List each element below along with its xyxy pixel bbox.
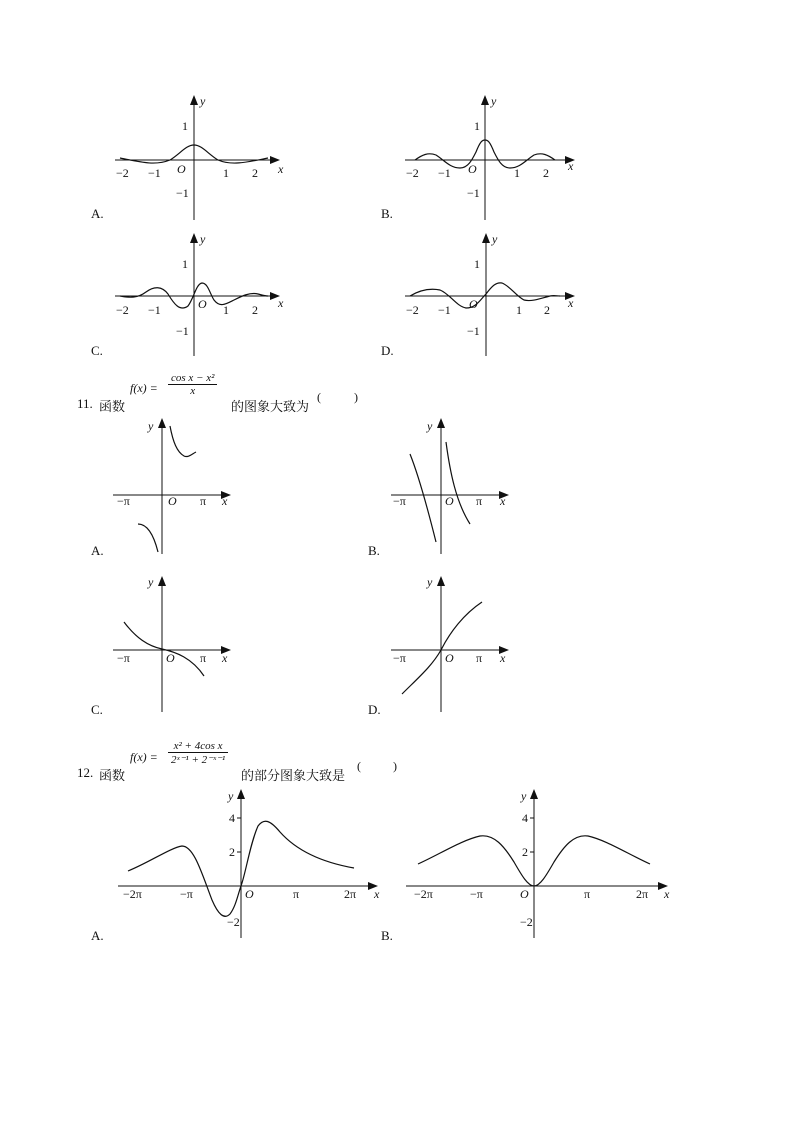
- fraction-denominator: x: [190, 385, 196, 397]
- origin-label: O: [469, 297, 478, 311]
- x-tick-label: 1: [223, 166, 229, 180]
- function-name: f(x) =: [130, 381, 158, 395]
- y-axis-arrow: [158, 418, 166, 428]
- x-tick-label: −1: [438, 166, 451, 180]
- x-tick-label: −π: [393, 651, 406, 665]
- fraction-numerator: x² + 4cos x: [168, 740, 228, 753]
- option-label: A.: [91, 928, 104, 943]
- y-label: y: [200, 232, 206, 246]
- y-axis-arrow: [481, 95, 489, 105]
- x-tick-label: −π: [180, 887, 193, 901]
- y-tick-label: 2: [522, 845, 528, 859]
- y-label: y: [148, 575, 154, 589]
- option-label: C.: [91, 702, 103, 717]
- y-axis-arrow: [530, 789, 538, 799]
- option-label: A.: [91, 543, 104, 558]
- y-axis-arrow: [190, 95, 198, 105]
- x-tick-label: −2: [116, 303, 129, 317]
- question-tail: 的图象大致为: [231, 399, 310, 414]
- y-tick-label: −1: [467, 324, 480, 338]
- q11-graph-a: [110, 412, 240, 557]
- x-label: x: [222, 651, 228, 665]
- origin-label: O: [445, 494, 454, 508]
- curve-left-branch: [138, 524, 158, 552]
- question-number: 11.: [77, 396, 93, 411]
- q10-graph-a: [110, 90, 290, 225]
- origin-label: O: [166, 651, 175, 665]
- y-label: y: [228, 789, 234, 803]
- origin-label: O: [168, 494, 177, 508]
- x-label: x: [222, 494, 228, 508]
- x-tick-label: 2: [252, 303, 258, 317]
- option-label: A.: [91, 206, 104, 221]
- origin-label: O: [445, 651, 454, 665]
- x-tick-label: −2: [116, 166, 129, 180]
- y-axis-arrow: [190, 233, 198, 243]
- y-axis-arrow: [237, 789, 245, 799]
- x-tick-label: 2: [543, 166, 549, 180]
- curve-right-branch: [170, 426, 196, 457]
- y-label: y: [200, 94, 206, 108]
- q10-graph-b: [400, 90, 580, 225]
- x-label: x: [500, 494, 506, 508]
- x-tick-label: π: [476, 494, 483, 508]
- x-label: x: [374, 887, 380, 901]
- q10-graph-d: [400, 228, 580, 358]
- x-label: x: [568, 296, 574, 310]
- origin-label: O: [468, 162, 477, 176]
- x-tick-label: −π: [117, 494, 130, 508]
- function-fraction: [168, 372, 217, 397]
- y-tick-label: −1: [467, 186, 480, 200]
- x-label: x: [278, 162, 284, 176]
- x-label: x: [278, 296, 284, 310]
- y-tick-label: 1: [182, 119, 188, 133]
- q12-graph-a: [110, 782, 390, 942]
- function-curve: [124, 622, 207, 676]
- y-tick-label: 1: [474, 257, 480, 271]
- origin-label: O: [245, 887, 254, 901]
- x-tick-label: −2: [406, 166, 419, 180]
- x-tick-label: −2: [406, 303, 419, 317]
- y-label: y: [521, 789, 527, 803]
- y-axis-arrow: [158, 576, 166, 586]
- question-tail: 的部分图象大致是: [241, 768, 346, 783]
- x-label: x: [500, 651, 506, 665]
- q11-graph-d: [388, 570, 518, 715]
- y-tick-label: −2: [227, 915, 240, 929]
- y-tick-label: −1: [176, 186, 189, 200]
- y-axis-arrow: [437, 576, 445, 586]
- x-tick-label: 1: [514, 166, 520, 180]
- x-tick-label: π: [293, 887, 300, 901]
- y-tick-label: 1: [182, 257, 188, 271]
- y-axis-arrow: [482, 233, 490, 243]
- q12-graph-b: [400, 782, 680, 942]
- answer-paren-close: ): [393, 759, 397, 773]
- question-number: 12.: [77, 765, 94, 780]
- function-curve: [410, 283, 560, 308]
- x-tick-label: −π: [117, 651, 130, 665]
- x-tick-label: 2π: [344, 887, 357, 901]
- y-tick-label: 2: [229, 845, 235, 859]
- x-tick-label: −π: [470, 887, 483, 901]
- y-label: y: [148, 419, 154, 433]
- question-lead: 函数: [99, 399, 126, 414]
- x-tick-label: π: [476, 651, 483, 665]
- option-label: D.: [368, 702, 381, 717]
- x-tick-label: −π: [393, 494, 406, 508]
- y-tick-label: −2: [520, 915, 533, 929]
- x-tick-label: −1: [148, 303, 161, 317]
- y-label: y: [491, 94, 497, 108]
- x-tick-label: 2π: [636, 887, 649, 901]
- option-label: B.: [381, 928, 393, 943]
- curve-left-branch: [410, 454, 436, 542]
- x-label: x: [568, 159, 574, 173]
- x-tick-label: 1: [223, 303, 229, 317]
- q11-graph-b: [388, 412, 518, 557]
- y-label: y: [427, 419, 433, 433]
- x-label: x: [664, 887, 670, 901]
- y-tick-label: 4: [522, 811, 528, 825]
- y-label: y: [492, 232, 498, 246]
- curve-right-branch: [446, 442, 470, 524]
- q11-graph-c: [110, 570, 240, 715]
- x-tick-label: −2π: [414, 887, 433, 901]
- option-label: D.: [381, 343, 394, 358]
- option-label: C.: [91, 343, 103, 358]
- x-tick-label: π: [584, 887, 591, 901]
- answer-paren-open: (: [357, 759, 361, 773]
- x-tick-label: 2: [544, 303, 550, 317]
- x-tick-label: −2π: [123, 887, 142, 901]
- origin-label: O: [520, 887, 529, 901]
- x-tick-label: 1: [516, 303, 522, 317]
- q10-graph-c: [110, 228, 290, 358]
- y-axis-arrow: [437, 418, 445, 428]
- x-tick-label: 2: [252, 166, 258, 180]
- answer-paren-open: (: [317, 390, 321, 404]
- x-tick-label: π: [200, 651, 207, 665]
- y-tick-label: 4: [229, 811, 235, 825]
- fraction-numerator: cos x − x²: [168, 372, 217, 385]
- origin-label: O: [198, 297, 207, 311]
- function-name: f(x) =: [130, 750, 158, 764]
- x-tick-label: π: [200, 494, 207, 508]
- y-tick-label: −1: [176, 324, 189, 338]
- function-fraction: [168, 740, 228, 766]
- option-label: B.: [368, 543, 380, 558]
- function-curve: [402, 602, 482, 694]
- x-tick-label: −1: [148, 166, 161, 180]
- option-label: B.: [381, 206, 393, 221]
- answer-paren-close: ): [354, 390, 358, 404]
- y-tick-label: 1: [474, 119, 480, 133]
- question-lead: 函数: [99, 768, 126, 783]
- origin-label: O: [177, 162, 186, 176]
- x-tick-label: −1: [438, 303, 451, 317]
- fraction-denominator: 2ˣ⁻¹ + 2⁻ˣ⁻¹: [171, 754, 226, 766]
- y-label: y: [427, 575, 433, 589]
